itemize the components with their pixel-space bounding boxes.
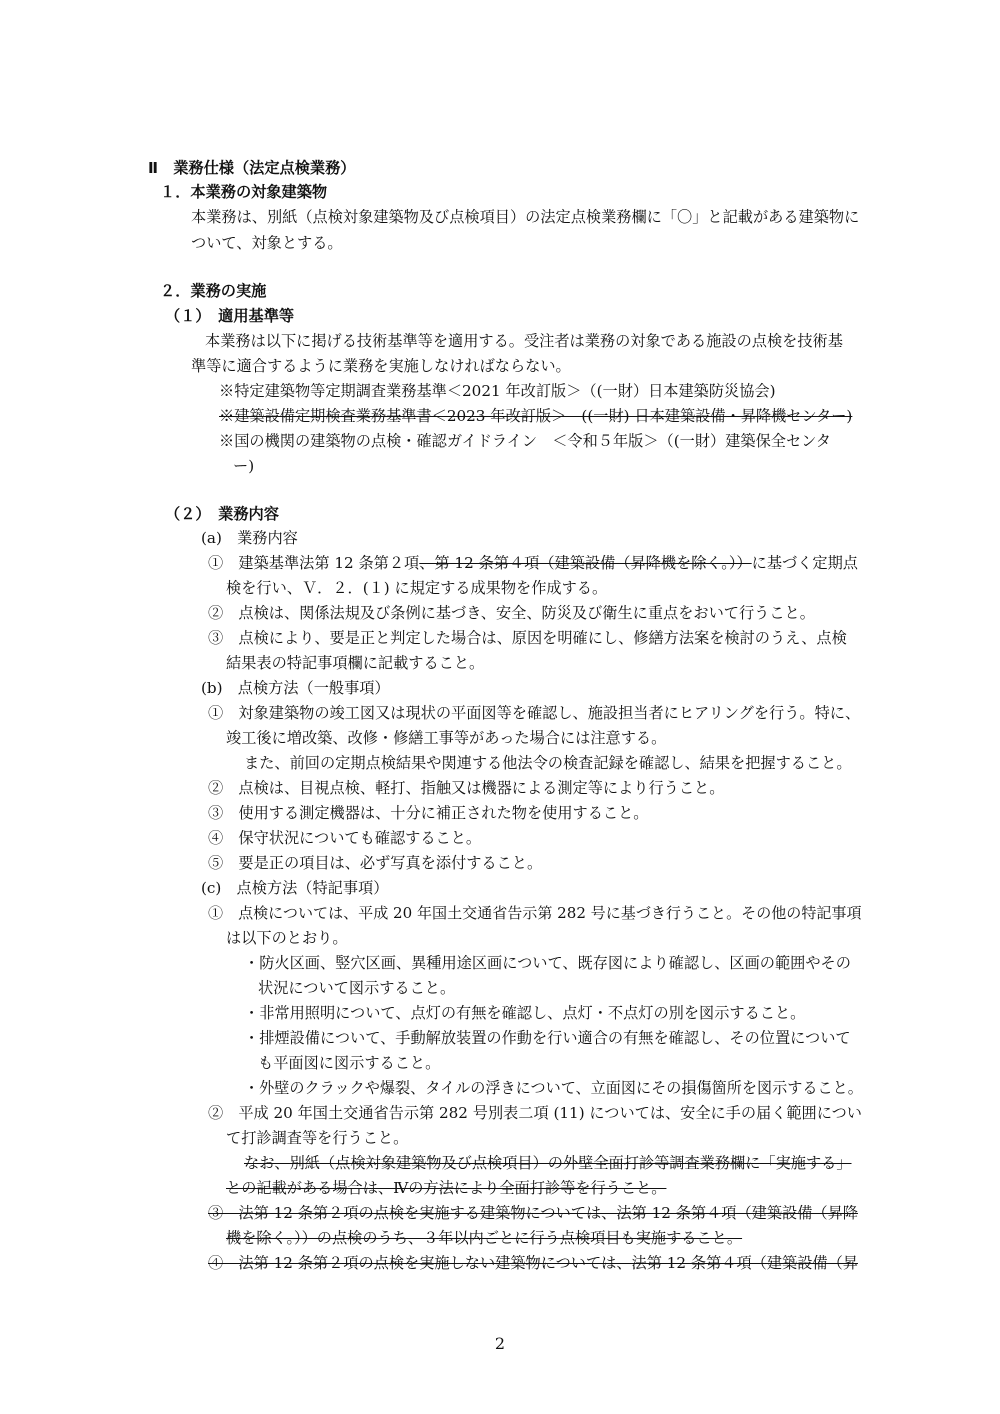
item-label-c: (c) 点検方法（特記事項）	[201, 879, 389, 897]
list-item: ③ 使用する測定機器は、十分に補正された物を使用すること。	[208, 804, 649, 822]
list-item: 竣工後に増改築、改修・修繕工事等があった場合には注意する。	[226, 729, 667, 747]
reference-item: ※特定建築物等定期調査業務基準＜2021 年改訂版＞（(一財）日本建築防災協会)	[219, 382, 776, 400]
list-item: ③ 点検により、要是正と判定した場合は、原因を明確にし、修繕方法案を検討のうえ、点検	[208, 629, 847, 647]
item-label-b: (b) 点検方法（一般事項）	[201, 679, 390, 697]
list-item: ① 建築基準法第 12 条第２項、第 12 条第４項（建築設備（昇降機を除く。））に基づく定期点	[208, 554, 858, 572]
bullet-item: ・外壁のクラックや爆裂、タイルの浮きについて、立面図にその損傷箇所を図示すること。	[244, 1079, 863, 1097]
subheading-standards: （１） 適用基準等	[165, 307, 295, 325]
paragraph-line: ついて、対象とする。	[191, 234, 343, 252]
bullet-item: 状況について図示すること。	[258, 979, 456, 997]
struck-text: なお、別紙（点検対象建築物及び点検項目）の外壁全面打診等調査業務欄に「実施する」	[244, 1154, 852, 1172]
list-item: また、前回の定期点検結果や関連する他法令の検査記録を確認し、結果を把握すること。	[244, 754, 852, 772]
heading-target-buildings: １．本業務の対象建築物	[160, 183, 328, 201]
item-label-a: (a) 業務内容	[201, 529, 298, 547]
reference-item-struck: ※建築設備定期検査業務基準書＜2023 年改訂版＞ ((一財) 日本建築設備・昇降機センター)	[219, 407, 853, 425]
list-item: は以下のとおり。	[226, 929, 348, 947]
struck-text: ④ 法第 12 条第２項の点検を実施しない建築物については、法第 12 条第４項（建築設備（昇	[208, 1254, 858, 1272]
subheading-work-content: （２） 業務内容	[165, 505, 279, 523]
bullet-item: も平面図に図示すること。	[258, 1054, 441, 1072]
paragraph-line: 本業務は以下に掲げる技術基準等を適用する。受注者は業務の対象である施設の点検を技術基	[205, 332, 843, 350]
struck-text: 機を除く。））の点検のうち、３年以内ごとに行う点検項目も実施すること。	[226, 1229, 743, 1247]
list-item: 検を行い、Ｖ．２．(１) に規定する成果物を作成する。	[226, 579, 608, 597]
bullet-item: ・防火区画、竪穴区画、異種用途区画について、既存図により確認し、区画の範囲やその	[244, 954, 851, 972]
bullet-item: ・非常用照明について、点灯の有無を確認し、点灯・不点灯の別を図示すること。	[244, 1004, 806, 1022]
heading-implementation: ２．業務の実施	[160, 282, 267, 300]
reference-item: ー)	[233, 457, 255, 475]
struck-text: との記載がある場合は、Ⅳの方法により全面打診等を行うこと。	[226, 1179, 667, 1197]
paragraph-line: 準等に適合するように業務を実施しなければならない。	[191, 357, 571, 375]
section-title: Ⅱ 業務仕様（法定点検業務）	[148, 159, 356, 177]
list-item: ② 平成 20 年国土交通省告示第 282 号別表二項 (11) については、安全に手の届く範囲につい	[208, 1104, 862, 1122]
struck-text: ③ 法第 12 条第２項の点検を実施する建築物については、法第 12 条第４項（建築設備（昇降	[208, 1204, 858, 1222]
list-item: 結果表の特記事項欄に記載すること。	[226, 654, 485, 672]
bullet-item: ・排煙設備について、手動解放装置の作動を行い適合の有無を確認し、その位置について	[244, 1029, 851, 1047]
page-number: 2	[494, 1334, 506, 1353]
list-item: ① 対象建築物の竣工図又は現状の平面図等を確認し、施設担当者にヒアリングを行う。特に、	[208, 704, 861, 722]
list-item: ① 点検については、平成 20 年国土交通省告示第 282 号に基づき行うこと。その他の特記事項	[208, 904, 862, 922]
list-item: ④ 保守状況についても確認すること。	[208, 829, 482, 847]
list-item: ② 点検は、関係法規及び条例に基づき、安全、防災及び衛生に重点をおいて行うこと。	[208, 604, 815, 622]
reference-item: ※国の機関の建築物の点検・確認ガイドライン ＜令和５年版＞（(一財）建築保全センタ	[219, 432, 831, 450]
paragraph-line: 本業務は、別紙（点検対象建築物及び点検項目）の法定点検業務欄に「〇」と記載がある建築物に	[191, 208, 860, 226]
list-item: ② 点検は、目視点検、軽打、指触又は機器による測定等により行うこと。	[208, 779, 725, 797]
list-item: て打診調査等を行うこと。	[226, 1129, 409, 1147]
struck-text: 、第 12 条第４項（建築設備（昇降機を除く。））	[419, 554, 752, 572]
list-item: ⑤ 要是正の項目は、必ず写真を添付すること。	[208, 854, 543, 872]
